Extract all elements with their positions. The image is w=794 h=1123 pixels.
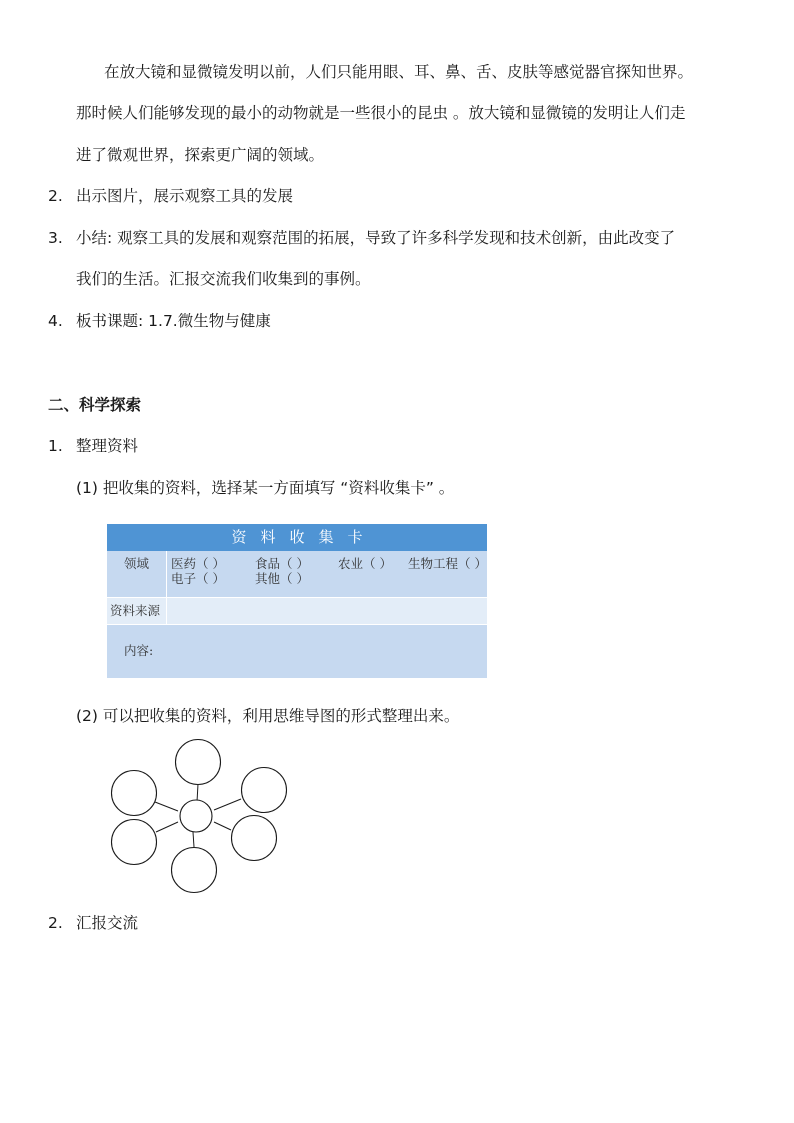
item-number: 1.: [48, 437, 63, 455]
intro-line-2: 那时候人们能够发现的最小的动物就是一些很小的昆虫 。放大镜和显微镜的发明让人们走: [76, 104, 686, 122]
mind-map-branch-node: [232, 816, 277, 861]
item-number: 2.: [48, 914, 63, 932]
mind-map-diagram: [100, 732, 300, 898]
field-label: 领域: [124, 556, 150, 571]
option-food[interactable]: 食品（ ）: [255, 556, 309, 571]
mind-map-branch-node: [112, 771, 157, 816]
option-other[interactable]: 其他（ ）: [255, 571, 309, 586]
mind-map-branch-node: [112, 820, 157, 865]
source-label: 资料来源: [110, 603, 161, 618]
card-row-content: [107, 625, 487, 678]
mind-map-connector: [197, 784, 198, 802]
mind-map-center-node: [180, 800, 212, 832]
mind-map-branch-node: [172, 848, 217, 893]
card-row-source: [107, 598, 487, 624]
option-agriculture[interactable]: 农业（ ）: [338, 556, 392, 571]
card-row-field: [107, 551, 487, 597]
item-text: 汇报交流: [76, 914, 139, 932]
step-text: 出示图片，展示观察工具的发展: [76, 187, 294, 205]
section-heading: 二、科学探索: [48, 396, 142, 414]
mind-map-connector: [214, 822, 231, 830]
card-title: 资料收集卡: [107, 524, 487, 551]
mind-map-connector: [155, 802, 178, 811]
mind-map-connector: [156, 822, 178, 832]
intro-line-1: 在放大镜和显微镜发明以前，人们只能用眼、耳、鼻、舌、皮肤等感觉器官探知世界。: [104, 63, 694, 81]
option-electronics[interactable]: 电子（ ）: [171, 571, 225, 586]
step-number: 3.: [48, 229, 63, 247]
mind-map-branch-node: [176, 740, 221, 785]
sub-item-2: (2) 可以把收集的资料，利用思维导图的形式整理出来。: [76, 707, 460, 725]
intro-line-3: 进了微观世界，探索更广阔的领域。: [76, 146, 325, 164]
mind-map-connector: [193, 832, 194, 847]
step-number: 2.: [48, 187, 63, 205]
step-text: 板书课题: 1.7.微生物与健康: [76, 312, 271, 330]
card-column-divider: [166, 551, 167, 625]
step-text-continued: 我们的生活。汇报交流我们收集到的事例。: [76, 270, 371, 288]
step-text: 小结: 观察工具的发展和观察范围的拓展，导致了许多科学发现和技术创新，由此改变了: [76, 229, 676, 247]
mind-map-connector: [214, 799, 241, 810]
step-number: 4.: [48, 312, 63, 330]
option-medicine[interactable]: 医药（ ）: [171, 556, 225, 571]
mind-map-branch-node: [242, 768, 287, 813]
content-label: 内容:: [124, 643, 154, 658]
option-bioengineering[interactable]: 生物工程（ ）: [408, 556, 487, 571]
sub-item-1: (1) 把收集的资料，选择某一方面填写 “资料收集卡” 。: [76, 479, 455, 497]
info-collection-card: [107, 524, 487, 678]
item-text: 整理资料: [76, 437, 139, 455]
